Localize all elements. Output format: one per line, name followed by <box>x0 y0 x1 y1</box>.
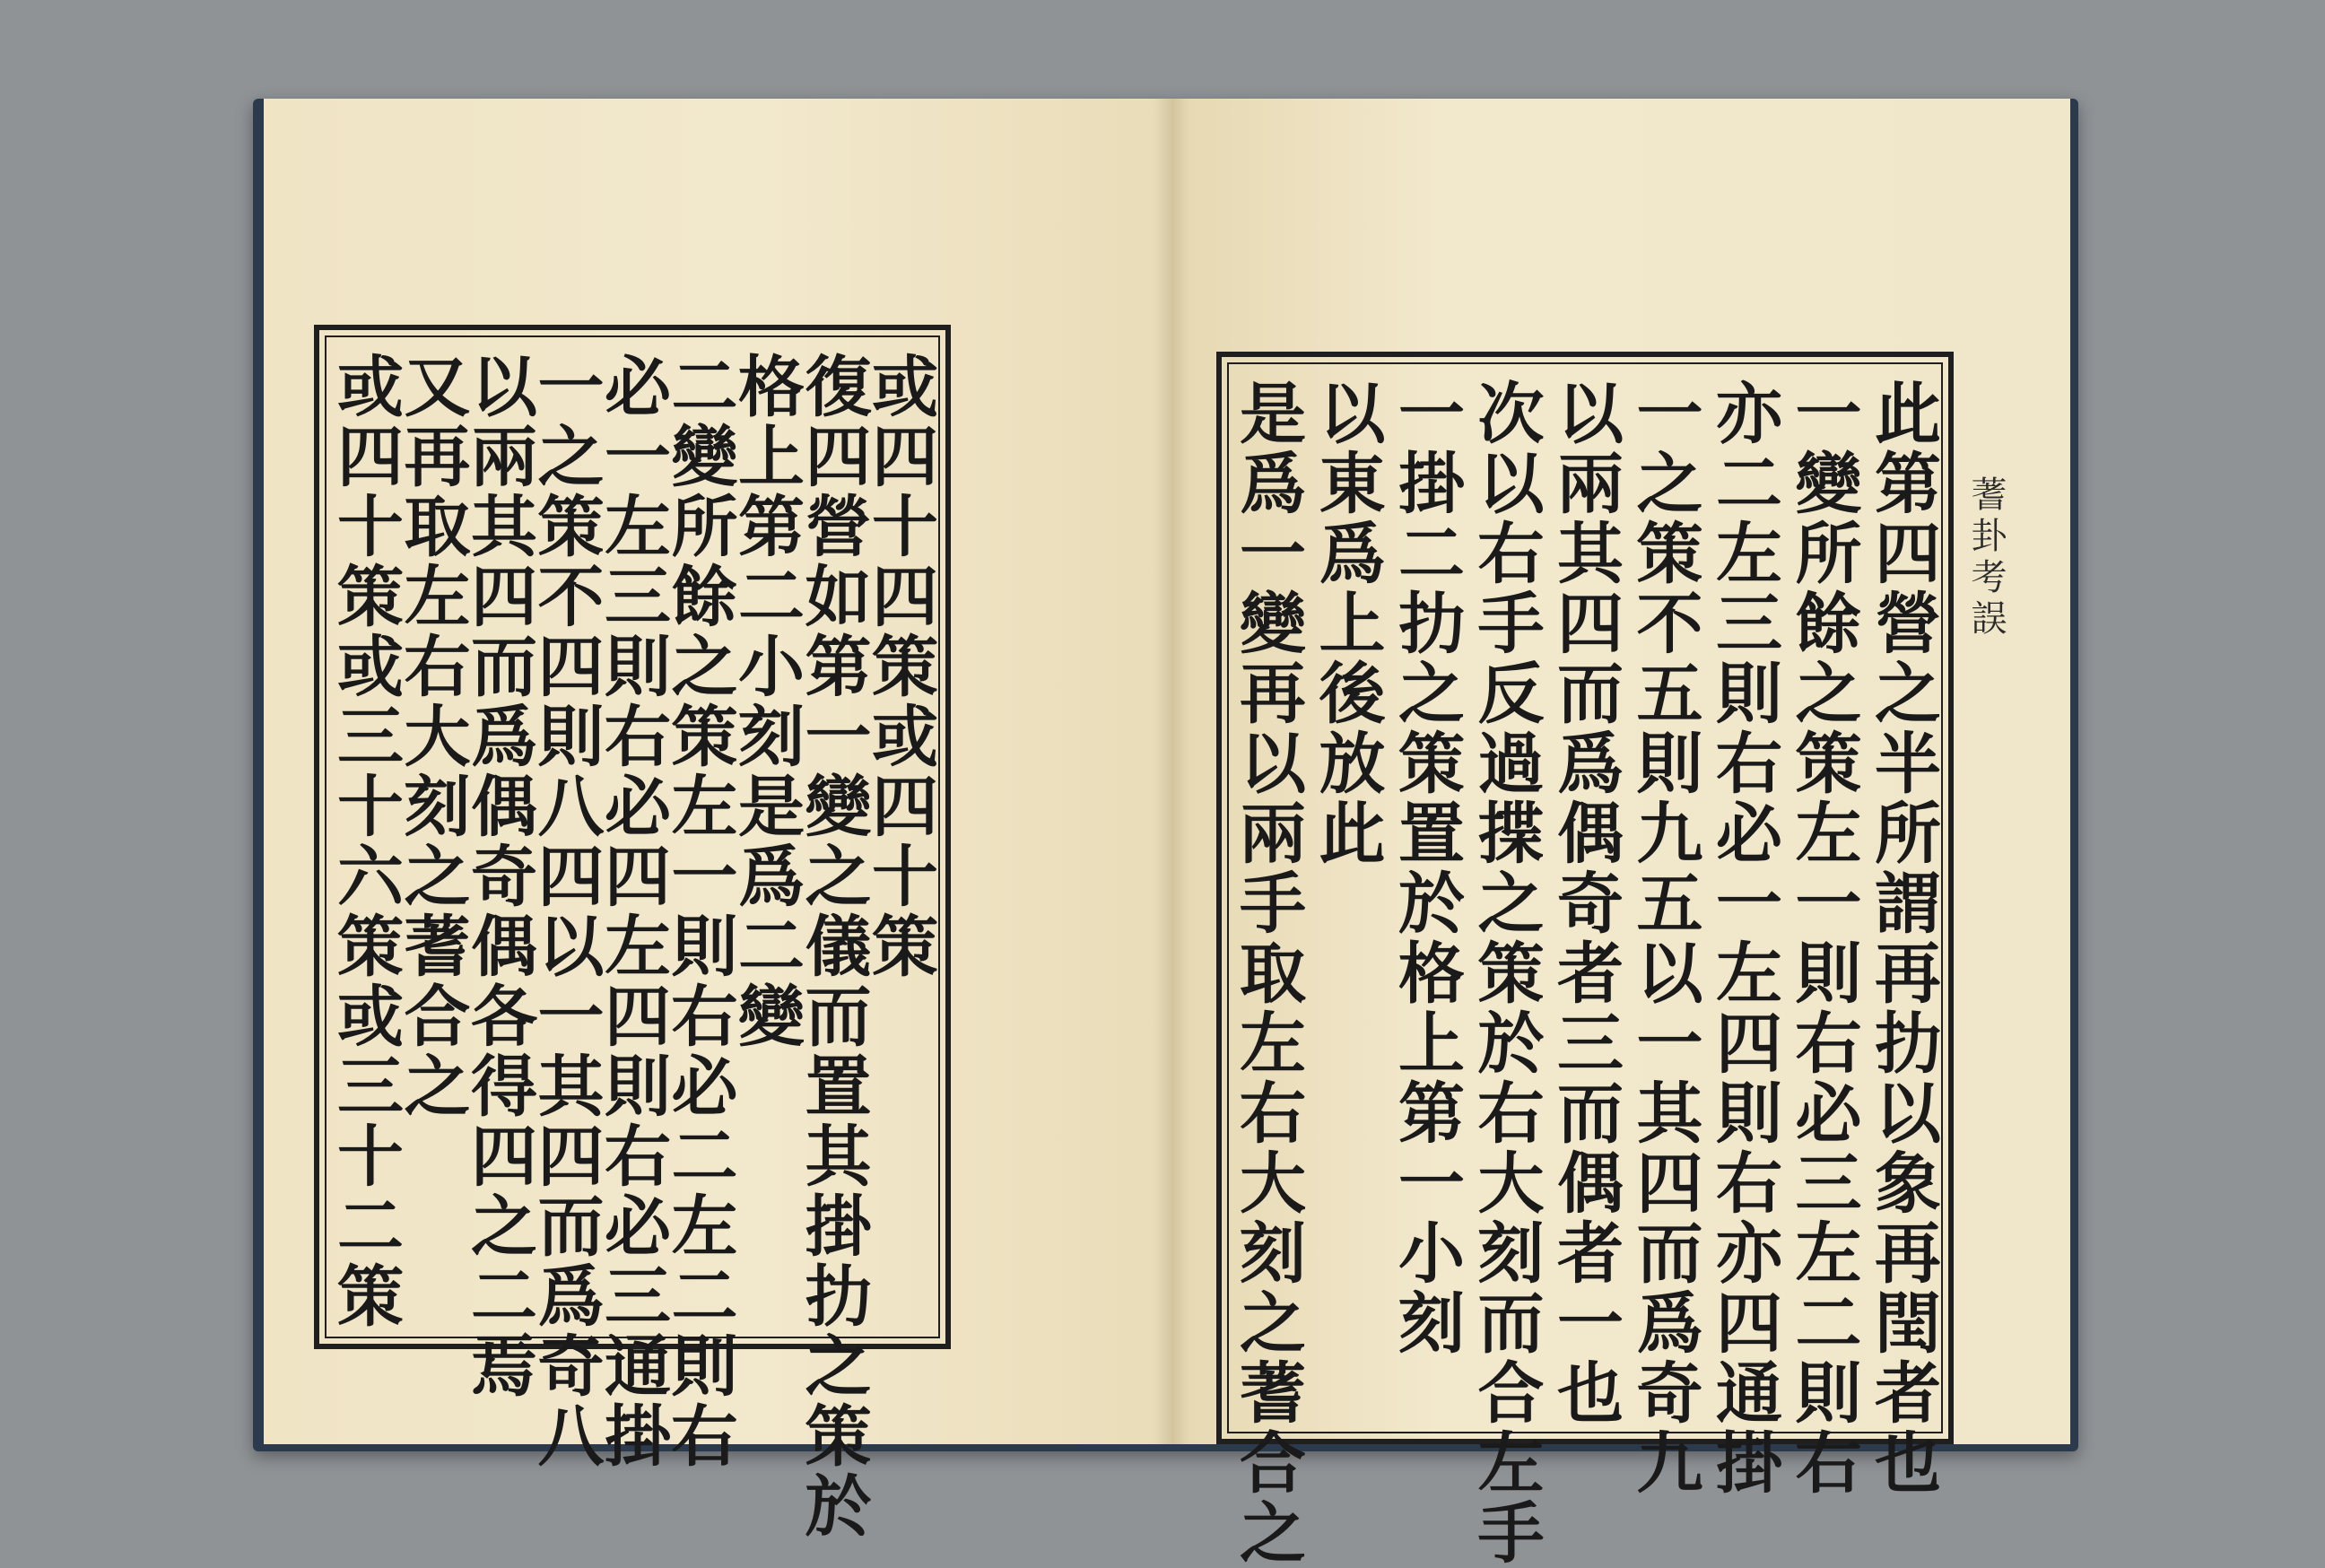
text-column: 或四十四策或四十策 <box>861 352 938 981</box>
open-book <box>253 99 2078 1568</box>
left-page <box>264 99 1173 1541</box>
text-column: 亦二左三則右必一左四則右亦四通掛 <box>1705 379 1782 1498</box>
text-column: 一之策不五則九五以一其四而爲奇九 <box>1625 379 1703 1498</box>
book-gutter <box>1154 99 1189 1444</box>
text-column: 二變所餘之策左一則右必二左二則右 <box>660 352 738 1471</box>
text-column: 以兩其四而爲偶奇偶各得四之二焉 <box>460 352 537 1401</box>
text-column: 一變所餘之策左一則右必三左二則右 <box>1784 379 1862 1498</box>
text-column: 此第四營之半所謂再扐以象再閏者也 <box>1864 379 1941 1498</box>
right-page <box>1171 99 2070 1568</box>
margin-title: 蓍卦考誤 <box>1965 475 2007 640</box>
text-column: 或四十策或三十六策或三十二策 <box>327 352 404 1331</box>
text-column: 又再取左右大刻之蓍合之 <box>393 352 471 1121</box>
right-text-frame <box>1216 352 1954 1568</box>
text-column: 一掛二扐之策置於格上第一小刻 <box>1388 379 1465 1358</box>
text-column: 復四營如第一變之儀而置其掛扐之策於 <box>794 352 872 1541</box>
left-text-columns <box>327 352 938 1541</box>
text-column: 必一左三則右必四左四則右必三通掛 <box>594 352 671 1471</box>
text-column: 格上第二小刻是爲二變 <box>727 352 805 1051</box>
text-column: 次以右手反過揲之策於右大刻而合左手 <box>1467 379 1545 1568</box>
text-column: 一之策不四則八四以一其四而爲奇八 <box>527 352 605 1471</box>
text-column: 以兩其四而爲偶奇者三而偶者一也 <box>1546 379 1624 1428</box>
right-text-columns <box>1229 379 1941 1568</box>
left-text-frame <box>314 325 951 1541</box>
text-column: 以東爲上後放此 <box>1308 379 1386 868</box>
text-column: 是爲一變再以兩手取左右大刻之蓍合之 <box>1229 379 1306 1568</box>
